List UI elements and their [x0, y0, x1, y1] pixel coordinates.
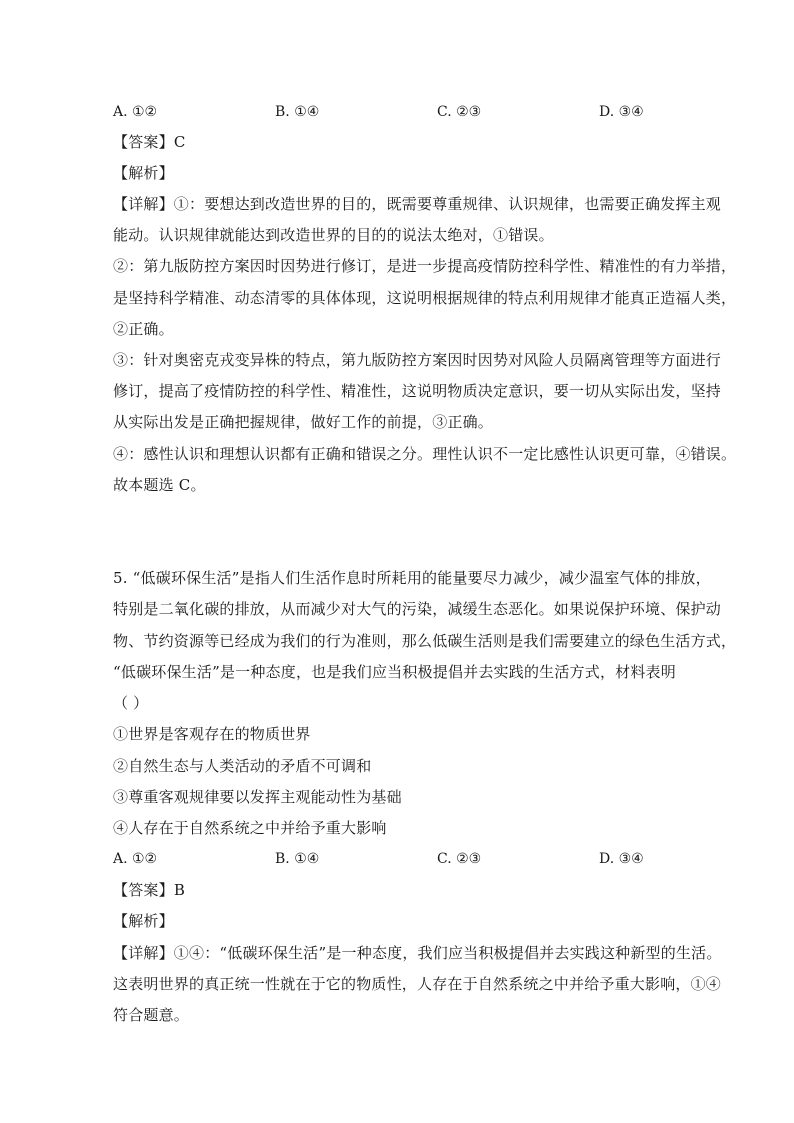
q5-option-b: B. ①④: [275, 851, 320, 867]
q4-option-a: A. ①②: [113, 104, 158, 120]
q4-detail-line: 【详解】①：要想达到改造世界的目的，既需要尊重规律、认识规律，也需要正确发挥主观: [113, 195, 722, 213]
q5-statement-4: ④人存在于自然系统之中并给予重大影响: [113, 819, 387, 837]
q5-statement-3: ③尊重客观规律要以发挥主观能动性为基础: [113, 788, 402, 806]
q4-detail-line: ②正确。: [113, 320, 174, 338]
q4-detail-line: 故本题选 C。: [113, 476, 206, 494]
q4-detail-line: ②：第九版防控方案因时因势进行修订，是进一步提高疫情防控科学性、精准性的有力举措，: [113, 257, 737, 275]
q5-answer: [113, 880, 683, 900]
q5-option-a: A. ①②: [113, 851, 158, 867]
q5-detail-line: 【详解】①④：“低碳环保生活”是一种态度，我们应当积极提倡并去实践这种新型的生活。: [113, 944, 722, 962]
q5-answer-blank: （ ）: [113, 694, 149, 712]
q5-answer-label: 【答案】: [113, 881, 174, 899]
q5-statement-2: ②自然生态与人类活动的矛盾不可调和: [113, 757, 372, 775]
q5-detail-line: 符合题意。: [113, 1006, 190, 1024]
q4-detail-line: 是坚持科学精准、动态清零的具体体现，这说明根据规律的特点利用规律才能真正造福人类，: [113, 289, 737, 307]
q4-answer-value: C: [173, 133, 186, 151]
q5-analysis-label: 【解析】: [113, 912, 174, 930]
q5-answer-value: B: [173, 881, 186, 899]
q4-option-c: C. ②③: [437, 104, 482, 120]
q5-stem-line: “低碳环保生活”是一种态度，也是我们应当积极提倡并去实践的生活方式，材料表明: [113, 663, 676, 681]
q4-detail-line: 修订，提高了疫情防控的科学性、精准性，这说明物质决定意识，要一切从实际出发，坚持: [113, 382, 722, 400]
q4-option-b: B. ①④: [275, 104, 320, 120]
q5-detail-line: 这表明世界的真正统一性就在于它的物质性，人存在于自然系统之中并给予重大影响，①④: [113, 975, 722, 993]
q4-detail-line: ③：针对奥密克戎变异株的特点，第九版防控方案因时因势对风险人员隔离管理等方面进行: [113, 351, 722, 369]
q4-detail-line: 从实际出发是正确把握规律，做好工作的前提，③正确。: [113, 413, 494, 431]
q5-stem-line: 特别是二氧化碳的排放，从而减少对大气的污染，减缓生态恶化。如果说保护环境、保护动: [113, 600, 722, 618]
q4-answer-label: 【答案】: [113, 133, 174, 151]
q4-detail-line: ④：感性认识和理想认识都有正确和错误之分。理性认识不一定比感性认识更可靠，④错误。: [113, 445, 737, 463]
q5-option-c: C. ②③: [437, 851, 482, 867]
q4-analysis-label: 【解析】: [113, 164, 174, 182]
q5-statement-1: ①世界是客观存在的物质世界: [113, 725, 311, 743]
q5-stem-line: 5. “低碳环保生活”是指人们生活作息时所耗用的能量要尽力减少，减少温室气体的排放，: [113, 569, 711, 587]
q4-answer: [113, 132, 683, 152]
q4-option-d: D. ③④: [599, 104, 644, 120]
q5-option-d: D. ③④: [599, 851, 644, 867]
q4-detail-line: 能动。认识规律就能达到改造世界的目的的说法太绝对，①错误。: [113, 226, 554, 244]
q5-stem-line: 物、节约资源等已经成为我们的行为准则，那么低碳生活则是我们需要建立的绿色生活方式，: [113, 632, 737, 650]
